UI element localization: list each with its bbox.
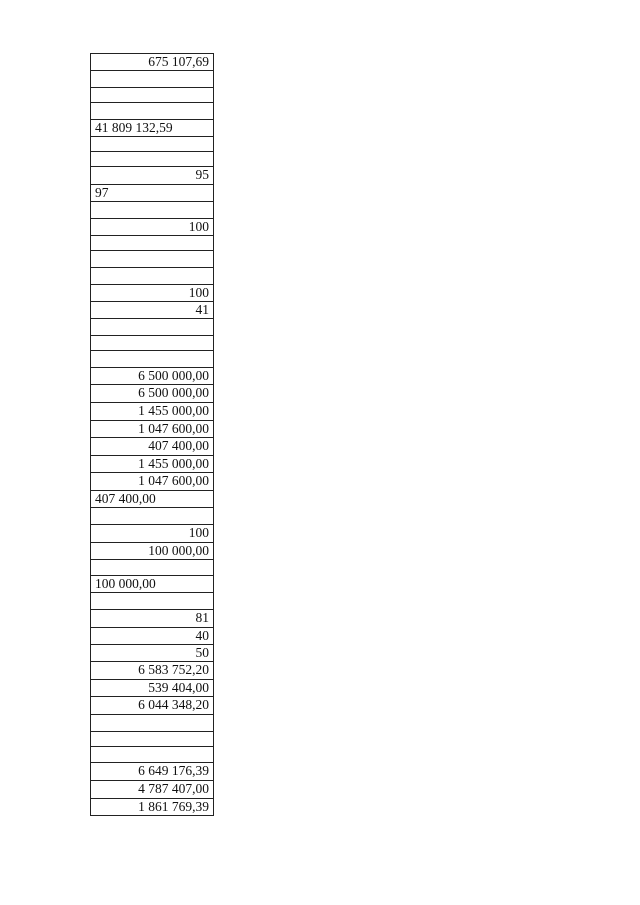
value-cell: 6 649 176,39 xyxy=(91,763,213,781)
empty-cell xyxy=(91,236,213,251)
empty-cell xyxy=(91,251,213,268)
value-cell: 100 000,00 xyxy=(91,543,213,560)
value-cell: 6 583 752,20 xyxy=(91,662,213,680)
value-cell: 1 861 769,39 xyxy=(138,799,209,814)
value-cell: 81 xyxy=(91,610,213,628)
value-cell: 100 xyxy=(91,285,213,302)
empty-cell xyxy=(91,560,213,576)
value-cell: 50 xyxy=(91,645,213,662)
empty-cell xyxy=(91,137,213,152)
value-cell: 97 xyxy=(91,185,213,202)
value-cell: 41 809 132,59 xyxy=(91,120,213,137)
value-cell: 539 404,00 xyxy=(91,680,213,697)
empty-cell xyxy=(91,715,213,732)
value-cell: 95 xyxy=(91,167,213,185)
empty-cell xyxy=(91,319,213,336)
value-cell: 40 xyxy=(91,628,213,645)
value-cell: 6 044 348,20 xyxy=(91,697,213,715)
empty-cell xyxy=(91,202,213,219)
empty-cell xyxy=(91,508,213,525)
value-cell: 407 400,00 xyxy=(91,438,213,456)
empty-cell xyxy=(91,351,213,368)
value-cell: 100 000,00 xyxy=(91,576,213,593)
empty-cell xyxy=(91,747,213,763)
empty-cell xyxy=(91,593,213,610)
empty-cell xyxy=(91,336,213,351)
value-cell: 1 455 000,00 xyxy=(91,403,213,421)
empty-cell xyxy=(91,732,213,747)
value-cell: 6 500 000,00 xyxy=(91,385,213,403)
empty-cell xyxy=(91,268,213,285)
empty-cell xyxy=(91,71,213,88)
value-cell: 100 xyxy=(91,525,213,543)
value-cell: 41 xyxy=(91,302,213,319)
value-cell: 1 455 000,00 xyxy=(91,456,213,473)
value-cell: 407 400,00 xyxy=(91,491,213,508)
empty-cell xyxy=(91,88,213,103)
values-column xyxy=(90,53,214,816)
value-cell: 100 xyxy=(91,219,213,236)
value-cell: 4 787 407,00 xyxy=(91,781,213,799)
value-cell: 1 047 600,00 xyxy=(91,421,213,438)
value-cell: 675 107,69 xyxy=(91,54,213,71)
value-cell: 1 047 600,00 xyxy=(91,473,213,491)
empty-cell xyxy=(91,152,213,167)
value-cell: 6 500 000,00 xyxy=(91,368,213,385)
empty-cell xyxy=(91,103,213,120)
